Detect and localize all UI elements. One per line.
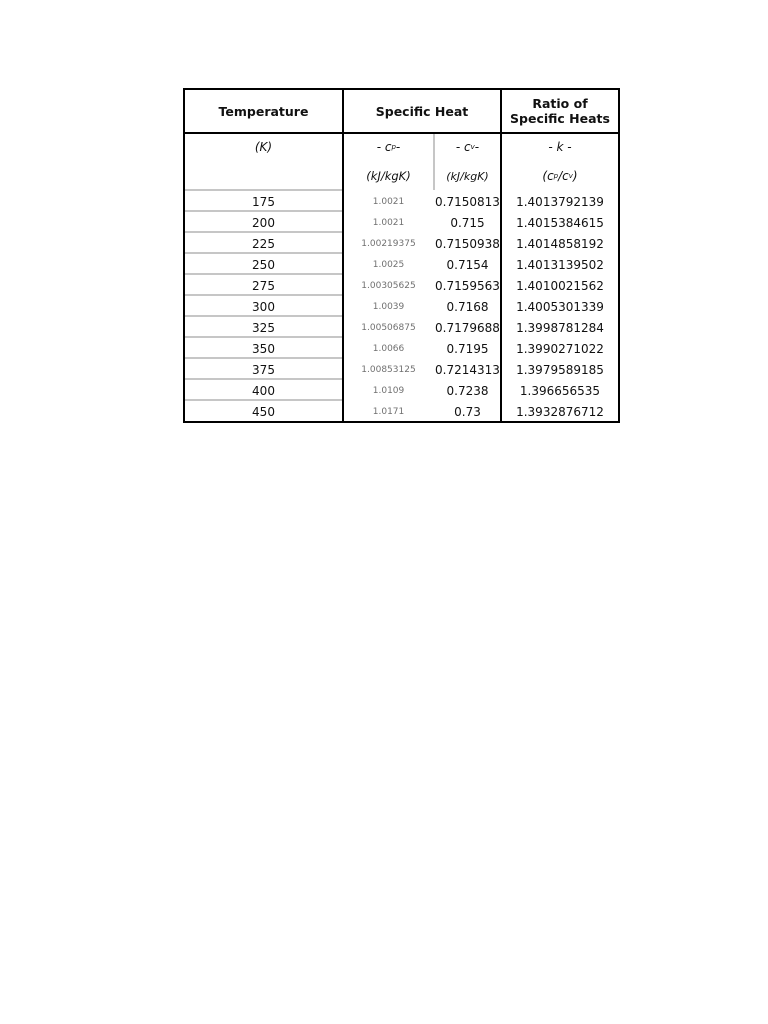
header-temperature: Temperature [218,103,309,119]
cp-cell: 1.0066 [372,343,405,354]
cp-unit: (kJ/kgK) [366,169,411,183]
cp-cell: 1.00219375 [361,238,416,249]
temperature-cell: 300 [252,299,275,314]
cv-cell: 0.7195 [446,341,489,356]
cv-cell: 0.73 [454,404,481,419]
row-separator [185,336,342,338]
cp-symbol-dash: - [395,140,401,154]
header-divider [185,132,618,134]
k-cell: 1.3932876712 [516,404,604,419]
row-separator [185,273,342,275]
cv-subscript: v [470,143,475,151]
cp-cell: 1.0171 [372,406,405,417]
cp-cell: 1.0109 [372,385,405,396]
header-ratio-specific-heats: Ratio of Specific Heats [510,96,610,126]
ratio-formula-p: p [553,172,559,180]
cp-cell: 1.0021 [372,217,405,228]
temperature-cell: 325 [252,320,275,335]
cp-symbol-text: - c [376,140,392,154]
temperature-cell: 175 [252,194,275,209]
row-separator [185,315,342,317]
cv-symbol-text: - c [455,140,471,154]
k-cell: 1.4013792139 [516,194,604,209]
k-cell: 1.4015384615 [516,215,604,230]
cp-cell: 1.0025 [372,259,405,270]
cv-cell: 0.7179688 [435,320,500,335]
cv-cell: 0.7214313 [435,362,500,377]
cv-symbol [435,134,500,160]
temperature-unit: (K) [254,140,273,154]
k-cell: 1.4014858192 [516,236,604,251]
temperature-cell: 350 [252,341,275,356]
cv-cell: 0.7168 [446,299,489,314]
temperature-cell: 200 [252,215,275,230]
cv-cell: 0.7238 [446,383,489,398]
cv-symbol-dash: - [474,140,480,154]
cp-cell: 1.0039 [372,301,405,312]
row-separator [185,357,342,359]
k-cell: 1.396656535 [519,383,601,398]
cv-unit: (kJ/kgK) [446,169,489,183]
k-cell: 1.3998781284 [516,320,604,335]
ratio-formula-close: ) [572,169,578,183]
cp-symbol [344,134,433,160]
k-cell: 1.4005301339 [516,299,604,314]
ratio-formula-slash: /c [558,169,569,183]
cv-cell: 0.7154 [446,257,489,272]
cp-subscript: p [391,143,396,151]
cp-cell: 1.0021 [372,196,405,207]
k-cell: 1.3979589185 [516,362,604,377]
column-divider-1 [342,90,344,421]
cp-cell: 1.00506875 [361,322,416,333]
k-cell: 1.4013139502 [516,257,604,272]
subheader-divider [433,134,435,190]
header-specific-heat: Specific Heat [375,103,469,119]
row-separator [185,378,342,380]
cp-cell: 1.00853125 [361,364,416,375]
k-symbol: - k - [548,140,572,154]
cv-cell: 0.7150938 [435,236,500,251]
row-separator [185,231,342,233]
cv-cell: 0.7159563 [435,278,500,293]
temperature-cell: 375 [252,362,275,377]
k-cell: 1.3990271022 [516,341,604,356]
temperature-cell: 400 [252,383,275,398]
ratio-formula-open: (c [542,169,554,183]
temperature-cell: 275 [252,278,275,293]
ratio-formula-v: v [568,172,573,180]
cv-cell: 0.715 [450,215,485,230]
row-separator [185,294,342,296]
temperature-cell: 450 [252,404,275,419]
row-separator [185,189,342,191]
row-separator [185,399,342,401]
cv-cell: 0.7150813 [435,194,500,209]
k-cell: 1.4010021562 [516,278,604,293]
column-divider-3 [500,90,502,421]
specific-heat-table [183,88,620,423]
row-separator [185,252,342,254]
temperature-cell: 250 [252,257,275,272]
cp-cell: 1.00305625 [361,280,416,291]
temperature-cell: 225 [252,236,275,251]
row-separator [185,210,342,212]
ratio-formula [502,162,618,190]
